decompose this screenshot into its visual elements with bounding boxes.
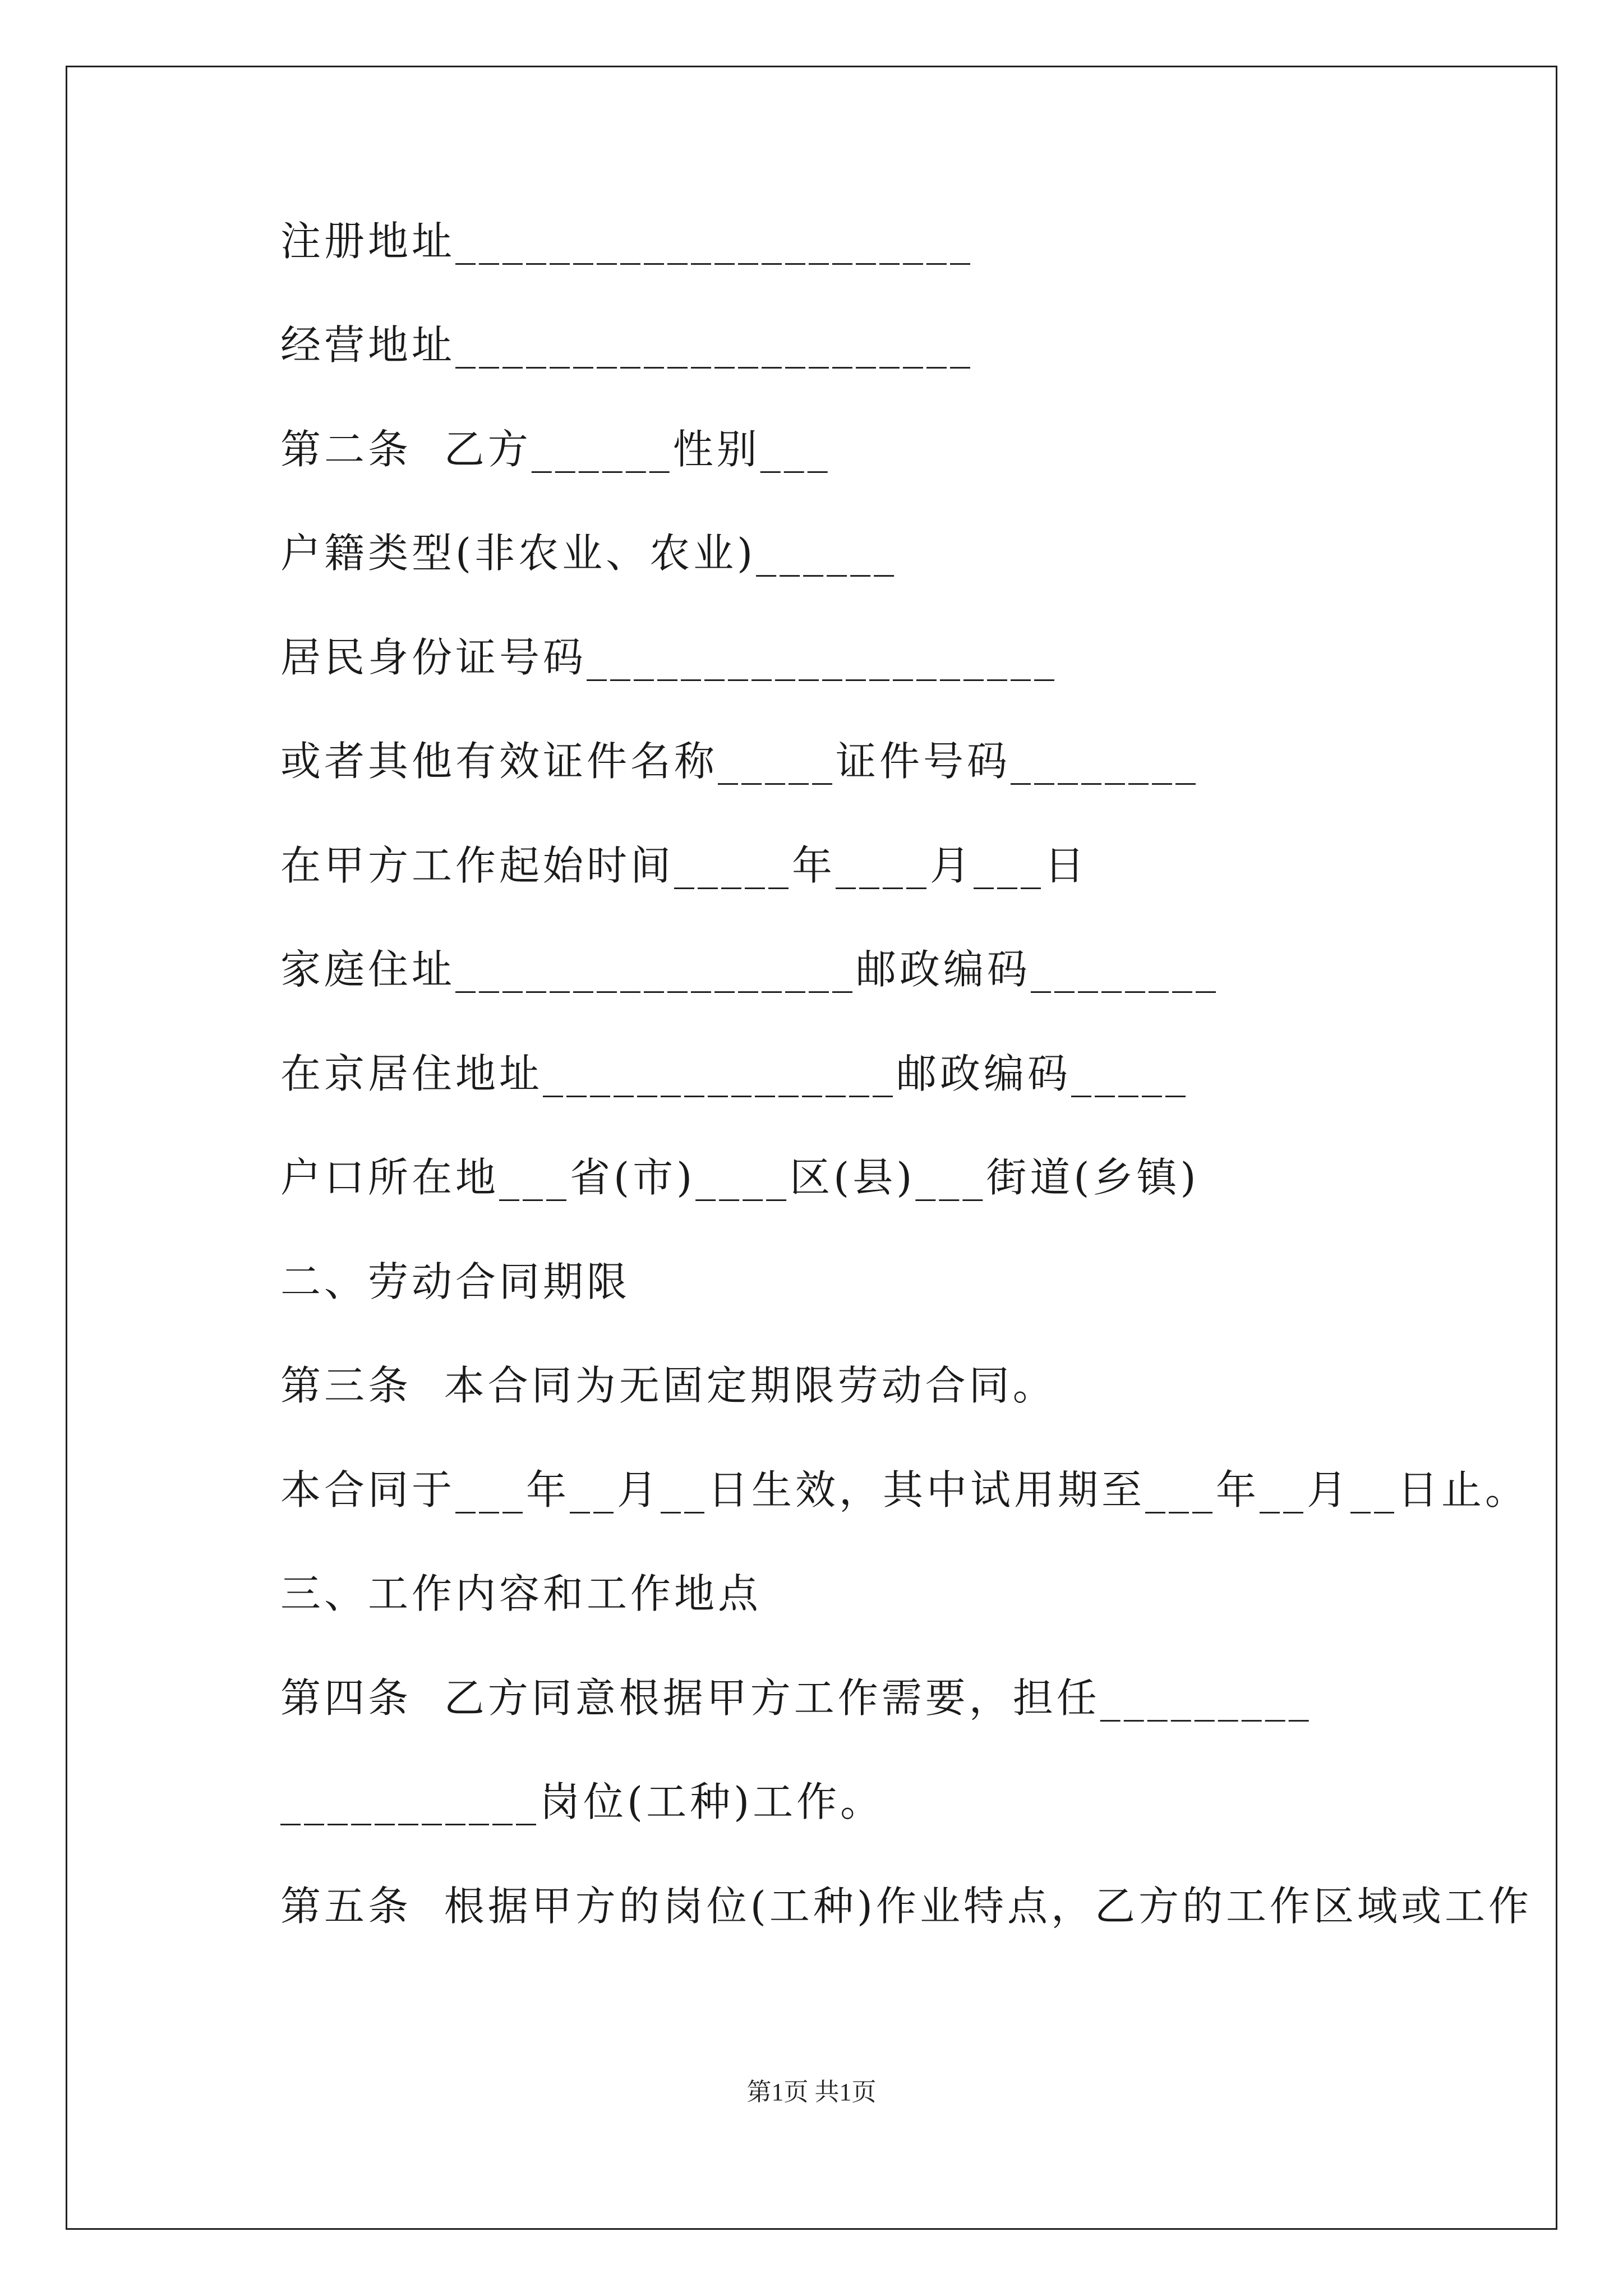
field-start-date: 在甲方工作起始时间_____年____月___日	[280, 842, 1089, 889]
field-business-address: 经营地址______________________	[280, 321, 974, 369]
section-heading-work-content: 三、工作内容和工作地点	[280, 1570, 762, 1617]
clause-2-party-b: 第二条 乙方______性别___	[280, 426, 831, 473]
page-number: 第1页 共1页	[746, 2078, 877, 2106]
clause-5: 第五条 根据甲方的岗位(工种)作业特点，乙方的工作区域或工作	[280, 1883, 1532, 1930]
field-home-address: 家庭住址_________________邮政编码________	[280, 946, 1220, 993]
field-hukou-location: 户口所在地___省(市)____区(县)___街道(乡镇)	[280, 1154, 1200, 1201]
clause-3: 第三条 本合同为无固定期限劳动合同。	[280, 1362, 1057, 1409]
clause-3-effective-date: 本合同于___年__月__日生效，其中试用期至___年__月__日止。	[280, 1466, 1529, 1513]
clause-4: 第四条 乙方同意根据甲方工作需要，担任_________	[280, 1674, 1312, 1722]
field-household-type: 户籍类型(非农业、农业)______	[280, 530, 898, 577]
section-heading-contract-term: 二、劳动合同期限	[280, 1258, 631, 1305]
field-registered-address: 注册地址______________________	[280, 218, 974, 265]
field-beijing-address: 在京居住地址_______________邮政编码_____	[280, 1050, 1189, 1097]
clause-4-continued: ___________岗位(工种)工作。	[280, 1778, 884, 1825]
field-id-number: 居民身份证号码____________________	[280, 634, 1058, 681]
field-other-id: 或者其他有效证件名称_____证件号码________	[280, 738, 1200, 785]
